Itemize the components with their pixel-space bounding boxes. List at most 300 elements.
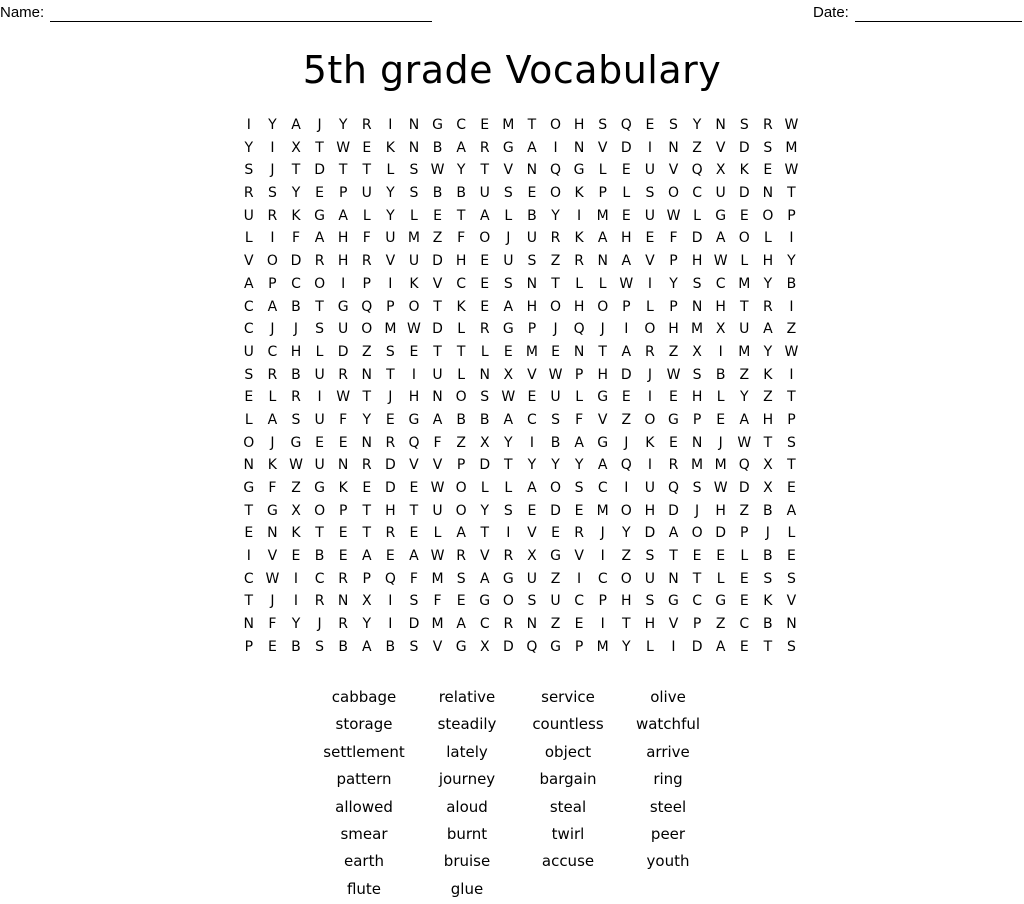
grid-letter: E [787,548,796,565]
grid-letter: O [455,389,467,406]
grid-letter: S [385,343,395,360]
grid-letter: A [668,525,679,542]
grid-letter: W [666,207,681,224]
grid-letter: O [455,502,467,519]
grid-letter: Y [551,207,560,224]
grid-letter: Y [574,457,584,474]
grid-letter: A [479,570,490,587]
grid-letter: H [337,253,349,270]
grid-letter: U [526,230,538,247]
grid-letter: N [526,162,538,179]
grid-letter: P [669,253,678,270]
grid-letter: U [715,185,726,202]
grid-letter: T [598,343,607,360]
grid-letter: T [433,343,442,360]
grid-letter: B [385,638,396,655]
grid-letter: C [243,298,254,315]
grid-letter: K [409,275,419,292]
word-bank-item: ring [653,770,683,789]
grid-letter: A [503,298,514,315]
grid-letter: C [527,411,537,428]
grid-letter: J [270,162,275,179]
grid-letter: Q [384,570,396,587]
grid-letter: J [647,366,652,383]
grid-letter: L [787,525,796,542]
grid-letter: U [644,207,656,224]
grid-letter: P [787,207,796,224]
grid-letter: Y [362,616,372,633]
grid-letter: U [432,502,443,519]
word-bank-item: allowed [335,797,393,816]
grid-letter: B [314,548,325,565]
grid-letter: M [738,343,751,360]
grid-letter: T [787,389,796,406]
grid-letter: I [388,616,393,633]
grid-letter: M [785,139,798,156]
grid-letter: T [692,570,702,587]
grid-letter: R [645,343,655,360]
grid-letter: K [645,434,655,451]
grid-letter: Y [291,185,301,202]
grid-letter: C [243,321,254,338]
grid-letter: M [738,275,751,292]
grid-letter: U [526,570,538,587]
grid-letter: Q [361,298,373,315]
grid-letter: E [362,139,372,156]
grid-letter: P [268,275,277,292]
grid-letter: S [244,366,254,383]
grid-letter: I [647,389,652,406]
grid-letter: F [457,230,466,247]
grid-letter: Y [763,275,773,292]
grid-letter: S [409,185,419,202]
grid-letter: U [314,366,325,383]
grid-letter: G [715,207,727,224]
grid-letter: W [336,389,351,406]
grid-letter: D [738,139,750,156]
grid-letter: I [600,548,605,565]
grid-letter: Y [338,117,348,133]
grid-letter: L [763,230,772,247]
grid-letter: W [265,570,280,587]
grid-letter: A [291,117,301,133]
grid-letter: N [691,434,703,451]
grid-letter: U [361,185,372,202]
grid-letter: K [267,457,277,474]
grid-letter: V [645,253,655,270]
grid-letter: M [596,502,609,519]
grid-letter: B [456,185,466,202]
grid-letter: S [409,638,419,655]
grid-letter: Y [504,434,513,451]
word-bank-item: accuse [541,852,595,871]
grid-letter: N [597,253,608,270]
grid-letter: S [527,593,537,610]
grid-letter: D [620,139,632,156]
grid-letter: C [479,616,490,633]
grid-letter: I [647,275,652,292]
grid-letter: A [267,411,278,428]
grid-letter: Y [622,525,631,542]
grid-letter: U [243,207,254,224]
grid-letter: R [503,548,514,565]
grid-letter: I [341,275,346,292]
grid-letter: W [619,275,634,292]
grid-letter: R [267,207,278,224]
grid-letter: G [715,593,727,610]
grid-letter: Z [550,616,561,633]
grid-letter: L [457,366,466,383]
grid-letter: G [502,570,514,587]
name-label: Name: [0,4,45,21]
grid-letter: F [268,480,277,496]
grid-letter: L [693,207,701,224]
grid-letter: I [600,616,605,633]
grid-letter: A [244,275,254,292]
grid-letter: Y [244,139,254,156]
grid-letter: D [502,638,514,655]
grid-letter: Z [361,343,372,360]
grid-letter: Q [408,434,420,451]
grid-letter: H [644,616,656,633]
grid-letter: C [243,570,254,587]
grid-letter: G [573,162,585,179]
word-bank-item: watchful [635,715,701,734]
grid-letter: E [716,548,726,565]
grid-letter: H [597,366,608,383]
grid-letter: I [388,275,393,292]
grid-letter: Y [268,117,277,133]
grid-letter: E [739,207,749,224]
grid-letter: S [787,570,796,587]
grid-letter: O [691,525,703,542]
grid-letter: S [503,185,513,202]
grid-letter: R [668,457,679,474]
grid-letter: E [409,343,419,360]
grid-letter: L [598,162,607,179]
grid-letter: S [244,162,254,179]
grid-letter: P [669,298,678,315]
grid-letter: R [456,548,466,565]
grid-letter: K [338,480,348,496]
grid-letter: W [501,389,516,406]
grid-letter: S [598,117,608,133]
grid-letter: T [480,162,490,179]
grid-letter: A [314,230,325,247]
grid-letter: V [432,638,443,655]
grid-letter: J [600,321,605,338]
grid-letter: R [361,253,372,270]
grid-letter: U [644,480,656,496]
grid-letter: H [573,298,585,315]
date-blank-line[interactable] [855,7,1022,22]
word-bank-item: lately [446,742,488,761]
grid-letter: G [243,480,255,496]
grid-letter: Y [527,457,537,474]
grid-letter: M [714,457,727,474]
grid-letter: T [456,343,466,360]
grid-letter: K [456,298,466,315]
grid-letter: G [455,638,467,655]
grid-letter: I [624,321,629,338]
word-bank [313,684,719,903]
grid-letter: F [362,230,371,247]
grid-letter: O [243,434,255,451]
grid-letter: Z [550,570,561,587]
grid-letter: L [504,480,513,496]
grid-letter: J [624,434,629,451]
grid-letter: N [668,570,679,587]
grid-letter: T [622,616,631,633]
grid-letter: H [621,230,632,247]
grid-letter: P [598,185,607,202]
grid-letter: E [574,616,584,633]
grid-letter: A [361,638,372,655]
grid-letter: Z [432,230,443,247]
grid-letter: S [669,117,678,133]
grid-letter: X [763,457,773,474]
grid-letter: E [716,411,726,428]
grid-letter: Y [622,638,631,655]
grid-letter: U [338,321,349,338]
grid-letter: N [243,616,255,633]
grid-letter: B [786,275,797,292]
grid-letter: J [553,321,558,338]
grid-letter: M [691,321,704,338]
grid-letter: I [246,548,251,565]
grid-letter: E [409,480,419,496]
grid-letter: R [291,389,301,406]
grid-letter: J [270,321,275,338]
grid-letter: O [314,502,326,519]
grid-letter: I [506,525,511,542]
grid-letter: U [644,162,656,179]
grid-letter: T [763,638,773,655]
name-blank-line[interactable] [50,7,432,22]
grid-letter: F [575,411,584,428]
grid-letter: R [503,616,514,633]
grid-letter: Y [362,411,372,428]
grid-letter: I [529,434,534,451]
grid-letter: E [338,434,348,451]
grid-letter: A [527,139,537,156]
grid-letter: P [386,298,395,315]
grid-letter: O [620,570,632,587]
grid-letter: T [244,502,254,519]
grid-letter: F [409,570,418,587]
grid-letter: U [550,593,561,610]
grid-letter: V [479,548,490,565]
grid-letter: E [480,275,490,292]
grid-letter: V [385,253,396,270]
grid-letter: J [600,525,605,542]
grid-letter: K [385,139,395,156]
grid-letter: E [739,638,749,655]
grid-letter: A [409,548,419,565]
grid-letter: G [550,638,561,655]
grid-letter: U [314,457,325,474]
grid-letter: T [433,298,442,315]
grid-letter: R [361,457,372,474]
grid-letter: J [718,434,723,451]
grid-letter: Z [739,502,750,519]
grid-letter: O [314,275,326,292]
grid-letter: B [763,502,773,519]
grid-letter: R [338,616,349,633]
grid-letter: W [713,480,728,496]
grid-letter: Z [692,139,702,156]
grid-letter: I [293,593,299,610]
grid-letter: N [668,139,679,156]
word-bank-item: arrive [646,742,690,761]
grid-letter: Q [526,638,538,655]
grid-letter: E [621,207,631,224]
grid-letter: W [336,139,351,156]
grid-letter: J [695,502,700,519]
grid-letter: A [574,434,584,451]
grid-letter: G [314,207,325,224]
grid-letter: G [314,480,325,496]
grid-letter: D [408,616,420,633]
grid-letter: Y [692,117,702,133]
grid-letter: R [550,230,561,247]
grid-letter: B [432,185,443,202]
grid-letter: I [246,117,251,133]
grid-letter: L [433,525,442,542]
grid-letter: N [432,389,443,406]
word-bank-item: bargain [539,770,597,789]
grid-letter: E [385,411,395,428]
grid-letter: X [291,502,301,519]
grid-letter: I [388,593,393,610]
grid-letter: T [338,162,348,179]
grid-letter: E [385,548,395,565]
word-bank-item: olive [650,688,686,706]
grid-letter: H [337,230,349,247]
grid-letter: W [407,321,421,338]
grid-letter: N [526,275,538,292]
grid-letter: H [644,502,656,519]
grid-letter: A [715,230,726,247]
grid-letter: D [432,321,443,338]
grid-letter: L [362,207,371,224]
grid-letter: I [270,139,275,156]
grid-letter: I [388,117,393,133]
grid-letter: X [715,162,726,179]
grid-letter: P [244,638,254,655]
grid-letter: G [337,298,349,315]
grid-letter: O [667,185,679,202]
grid-letter: I [270,230,275,247]
grid-letter: D [691,638,703,655]
grid-letter: U [243,343,254,360]
grid-letter: U [503,253,514,270]
grid-letter: E [503,343,513,360]
grid-letter: A [503,411,514,428]
grid-letter: A [786,502,797,519]
grid-letter: R [762,298,773,315]
grid-letter: T [551,275,560,292]
grid-letter: W [289,457,303,474]
grid-letter: Y [551,457,560,474]
grid-letter: L [575,275,584,292]
grid-letter: I [647,457,652,474]
grid-letter: L [386,162,395,179]
grid-letter: N [408,139,420,156]
grid-letter: E [692,548,702,565]
grid-letter: L [315,343,324,360]
grid-letter: Y [456,162,466,179]
word-bank-item: steadily [437,715,497,734]
grid-letter: O [738,230,750,247]
grid-letter: O [550,480,562,496]
grid-letter: B [550,434,561,451]
grid-letter: T [504,457,513,474]
grid-letter: P [692,616,702,633]
date-field[interactable] [813,4,1022,22]
word-bank-item: flute [346,879,382,898]
grid-letter: L [716,570,725,587]
grid-letter: Z [763,389,773,406]
grid-letter: D [644,525,656,542]
grid-letter: K [763,366,773,383]
name-field[interactable] [0,4,432,22]
grid-letter: Y [291,616,301,633]
grid-letter: I [718,343,723,360]
grid-letter: T [739,298,749,315]
grid-letter: Z [668,343,679,360]
grid-letter: A [621,343,632,360]
grid-letter: G [266,502,278,519]
grid-letter: O [762,207,774,224]
grid-letter: E [480,298,490,315]
grid-letter: J [317,616,322,633]
grid-letter: H [290,343,302,360]
grid-letter: B [338,638,348,655]
grid-letter: E [315,434,324,451]
grid-letter: O [550,185,562,202]
grid-letter: V [668,616,679,633]
grid-letter: U [644,570,656,587]
grid-letter: E [291,548,301,565]
grid-letter: G [597,389,609,406]
grid-letter: G [432,117,443,133]
grid-letter: A [361,548,372,565]
grid-letter: S [645,185,655,202]
grid-letter: Z [550,253,561,270]
grid-letter: V [527,366,537,383]
grid-letter: M [596,638,609,655]
grid-letter: G [290,434,302,451]
grid-letter: V [668,162,679,179]
grid-letter: L [622,185,631,202]
grid-letter: H [715,298,726,315]
grid-letter: Z [786,321,797,338]
grid-letter: R [762,117,773,133]
grid-letter: Z [715,616,726,633]
grid-letter: X [527,548,537,565]
grid-letter: D [668,502,679,519]
grid-letter: Y [669,275,678,292]
grid-letter: M [431,616,444,633]
grid-letter: E [527,502,537,519]
grid-letter: I [577,207,582,224]
grid-letter: T [386,366,395,383]
grid-letter: Y [739,389,749,406]
grid-letter: W [784,162,799,179]
grid-letter: A [456,139,466,156]
grid-letter: O [266,253,278,270]
